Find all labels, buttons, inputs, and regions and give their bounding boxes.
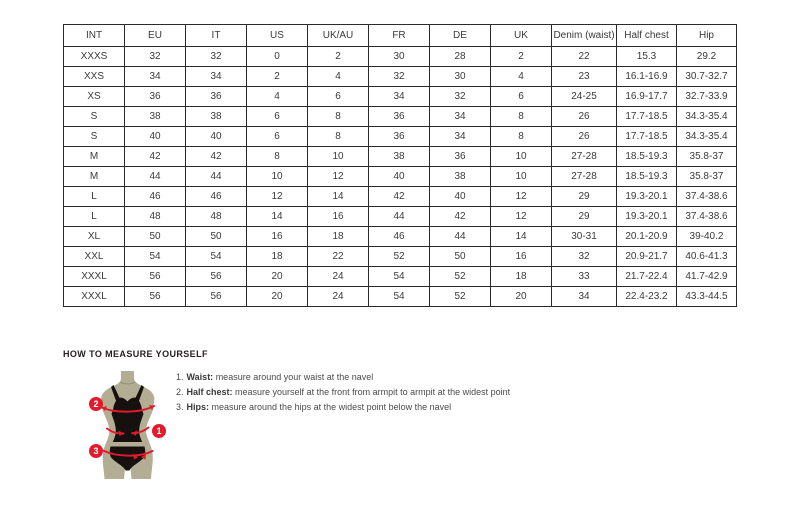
table-cell: 44 (369, 207, 430, 227)
table-row (64, 207, 737, 227)
table-cell: 6 (308, 87, 369, 107)
table-row (64, 107, 737, 127)
column-header: UK/AU (308, 25, 369, 47)
table-cell: 50 (186, 227, 247, 247)
table-cell: 10 (491, 167, 552, 187)
table-cell: 18.5-19.3 (617, 147, 677, 167)
table-cell: 35.8-37 (677, 167, 737, 187)
table-cell: 54 (125, 247, 186, 267)
column-header: Half chest (617, 25, 677, 47)
marker-3-hips (89, 444, 103, 458)
column-header: UK (491, 25, 552, 47)
table-cell: S (64, 107, 125, 127)
table-cell: 8 (491, 127, 552, 147)
table-cell: 34 (186, 67, 247, 87)
table-cell: 39-40.2 (677, 227, 737, 247)
table-cell: 42 (430, 207, 491, 227)
instruction-text: measure around your waist at the navel (213, 372, 374, 382)
table-cell: 30 (430, 67, 491, 87)
table-cell: 2 (308, 47, 369, 67)
instruction-number: 2. (176, 387, 184, 397)
table-cell: 56 (186, 287, 247, 307)
table-cell: 29 (552, 187, 617, 207)
instruction-text: measure around the hips at the widest point below the navel (209, 402, 452, 412)
table-cell: 18.5-19.3 (617, 167, 677, 187)
table-cell: 16 (247, 227, 308, 247)
table-cell: XL (64, 227, 125, 247)
table-cell: 2 (247, 67, 308, 87)
table-cell: 42 (369, 187, 430, 207)
table-cell: XXS (64, 67, 125, 87)
table-cell: 28 (430, 47, 491, 67)
table-cell: 27-28 (552, 167, 617, 187)
instruction-number: 1. (176, 372, 184, 382)
table-cell: 36 (430, 147, 491, 167)
table-cell: 56 (186, 267, 247, 287)
column-header: FR (369, 25, 430, 47)
table-cell: 4 (491, 67, 552, 87)
table-cell: 46 (369, 227, 430, 247)
table-cell: 38 (369, 147, 430, 167)
table-cell: 56 (125, 267, 186, 287)
table-cell: 22.4-23.2 (617, 287, 677, 307)
instruction-waist (176, 372, 510, 387)
table-cell: 40 (369, 167, 430, 187)
size-table-body (64, 47, 737, 307)
table-cell: 34 (552, 287, 617, 307)
table-cell: 37.4-38.6 (677, 187, 737, 207)
table-row (64, 147, 737, 167)
instruction-number: 3. (176, 402, 184, 412)
instruction-label: Half chest: (186, 387, 233, 397)
table-cell: 44 (186, 167, 247, 187)
table-cell: 32 (186, 47, 247, 67)
column-header: IT (186, 25, 247, 47)
table-cell: XXXL (64, 267, 125, 287)
table-cell: L (64, 207, 125, 227)
table-cell: 24 (308, 267, 369, 287)
table-cell: 20.9-21.7 (617, 247, 677, 267)
instruction-text: measure yourself at the front from armpit to armpit at the widest point (232, 387, 511, 397)
table-cell: 22 (308, 247, 369, 267)
table-cell: 37.4-38.6 (677, 207, 737, 227)
table-cell: 27-28 (552, 147, 617, 167)
table-cell: 33 (552, 267, 617, 287)
table-cell: 15.3 (617, 47, 677, 67)
table-cell: XXL (64, 247, 125, 267)
table-row (64, 267, 737, 287)
instruction-label: Waist: (186, 372, 214, 382)
table-cell: 52 (430, 267, 491, 287)
table-cell: 6 (247, 127, 308, 147)
table-cell: 24-25 (552, 87, 617, 107)
table-cell: 38 (186, 107, 247, 127)
table-cell: 12 (247, 187, 308, 207)
table-row (64, 87, 737, 107)
mannequin-illustration (80, 369, 175, 484)
table-cell: 16 (491, 247, 552, 267)
table-cell: 38 (430, 167, 491, 187)
table-cell: XXXL (64, 287, 125, 307)
table-cell: 29.2 (677, 47, 737, 67)
table-cell: 16.1-16.9 (617, 67, 677, 87)
table-cell: 23 (552, 67, 617, 87)
table-row (64, 227, 737, 247)
table-cell: 20 (247, 267, 308, 287)
table-cell: 20.1-20.9 (617, 227, 677, 247)
marker-1-waist (152, 424, 166, 438)
table-cell: 36 (186, 87, 247, 107)
table-cell: 34.3-35.4 (677, 127, 737, 147)
instruction-label: Hips: (186, 402, 210, 412)
table-cell: 50 (430, 247, 491, 267)
table-row (64, 287, 737, 307)
table-cell: 8 (247, 147, 308, 167)
table-cell: 40 (430, 187, 491, 207)
measurement-figure (80, 369, 175, 484)
table-cell: 14 (247, 207, 308, 227)
size-conversion-table (63, 24, 737, 307)
column-header: INT (64, 25, 125, 47)
table-cell: 0 (247, 47, 308, 67)
table-cell: 46 (186, 187, 247, 207)
marker-3-number: 3 (93, 446, 99, 457)
table-row (64, 167, 737, 187)
instruction-hips (176, 402, 510, 417)
column-header: Hip (677, 25, 737, 47)
column-header: Denim (waist) (552, 25, 617, 47)
table-cell: 4 (308, 67, 369, 87)
table-row (64, 67, 737, 87)
size-table-header-row (64, 25, 737, 47)
table-row (64, 247, 737, 267)
instruction-half-chest (176, 387, 510, 402)
table-cell: 10 (247, 167, 308, 187)
table-cell: 56 (125, 287, 186, 307)
table-cell: XXXS (64, 47, 125, 67)
marker-2-half-chest (89, 397, 103, 411)
table-cell: 48 (186, 207, 247, 227)
table-cell: 34 (369, 87, 430, 107)
table-cell: 26 (552, 127, 617, 147)
table-cell: 52 (369, 247, 430, 267)
table-cell: 18 (491, 267, 552, 287)
table-cell: 40.6-41.3 (677, 247, 737, 267)
table-cell: 52 (430, 287, 491, 307)
table-cell: 48 (125, 207, 186, 227)
table-cell: 6 (491, 87, 552, 107)
table-cell: 14 (308, 187, 369, 207)
table-cell: 44 (430, 227, 491, 247)
table-cell: 50 (125, 227, 186, 247)
table-cell: 12 (491, 207, 552, 227)
marker-1-number: 1 (156, 426, 162, 437)
table-cell: 36 (369, 107, 430, 127)
table-cell: 30 (369, 47, 430, 67)
table-cell: 38 (125, 107, 186, 127)
table-cell: 34 (430, 127, 491, 147)
table-cell: 22 (552, 47, 617, 67)
size-table-head (64, 25, 737, 47)
column-header: US (247, 25, 308, 47)
table-cell: 4 (247, 87, 308, 107)
table-cell: 40 (125, 127, 186, 147)
table-cell: 54 (369, 287, 430, 307)
table-cell: 44 (125, 167, 186, 187)
table-cell: 24 (308, 287, 369, 307)
table-cell: 34 (430, 107, 491, 127)
table-cell: 6 (247, 107, 308, 127)
table-cell: S (64, 127, 125, 147)
table-cell: 19.3-20.1 (617, 207, 677, 227)
table-cell: 29 (552, 207, 617, 227)
measure-instructions (176, 372, 510, 417)
table-cell: 10 (491, 147, 552, 167)
table-cell: M (64, 167, 125, 187)
table-cell: 18 (308, 227, 369, 247)
table-cell: 35.8-37 (677, 147, 737, 167)
table-cell: 16 (308, 207, 369, 227)
table-cell: 34 (125, 67, 186, 87)
table-cell: M (64, 147, 125, 167)
table-cell: 8 (491, 107, 552, 127)
table-cell: 12 (308, 167, 369, 187)
table-cell: 40 (186, 127, 247, 147)
table-row (64, 127, 737, 147)
table-row (64, 187, 737, 207)
table-cell: 41.7-42.9 (677, 267, 737, 287)
table-cell: 32 (125, 47, 186, 67)
table-cell: 42 (125, 147, 186, 167)
table-cell: 30-31 (552, 227, 617, 247)
table-cell: 17.7-18.5 (617, 127, 677, 147)
table-cell: 21.7-22.4 (617, 267, 677, 287)
table-cell: 19.3-20.1 (617, 187, 677, 207)
column-header: DE (430, 25, 491, 47)
table-cell: 16.9-17.7 (617, 87, 677, 107)
table-cell: 2 (491, 47, 552, 67)
table-cell: XS (64, 87, 125, 107)
table-cell: 17.7-18.5 (617, 107, 677, 127)
table-cell: 32 (369, 67, 430, 87)
column-header: EU (125, 25, 186, 47)
table-cell: 34.3-35.4 (677, 107, 737, 127)
table-cell: 32.7-33.9 (677, 87, 737, 107)
table-cell: 20 (491, 287, 552, 307)
table-cell: 36 (369, 127, 430, 147)
table-cell: 32 (552, 247, 617, 267)
table-cell: 30.7-32.7 (677, 67, 737, 87)
table-cell: 46 (125, 187, 186, 207)
table-cell: 36 (125, 87, 186, 107)
table-cell: 12 (491, 187, 552, 207)
marker-2-number: 2 (93, 399, 99, 410)
table-cell: 26 (552, 107, 617, 127)
table-cell: 8 (308, 107, 369, 127)
measure-guide-heading: HOW TO MEASURE YOURSELF (63, 349, 208, 359)
table-cell: 18 (247, 247, 308, 267)
table-cell: 14 (491, 227, 552, 247)
table-row (64, 47, 737, 67)
table-cell: 54 (186, 247, 247, 267)
table-cell: 42 (186, 147, 247, 167)
table-cell: 32 (430, 87, 491, 107)
table-cell: 54 (369, 267, 430, 287)
table-cell: 10 (308, 147, 369, 167)
table-cell: 8 (308, 127, 369, 147)
table-cell: L (64, 187, 125, 207)
table-cell: 20 (247, 287, 308, 307)
table-cell: 43.3-44.5 (677, 287, 737, 307)
